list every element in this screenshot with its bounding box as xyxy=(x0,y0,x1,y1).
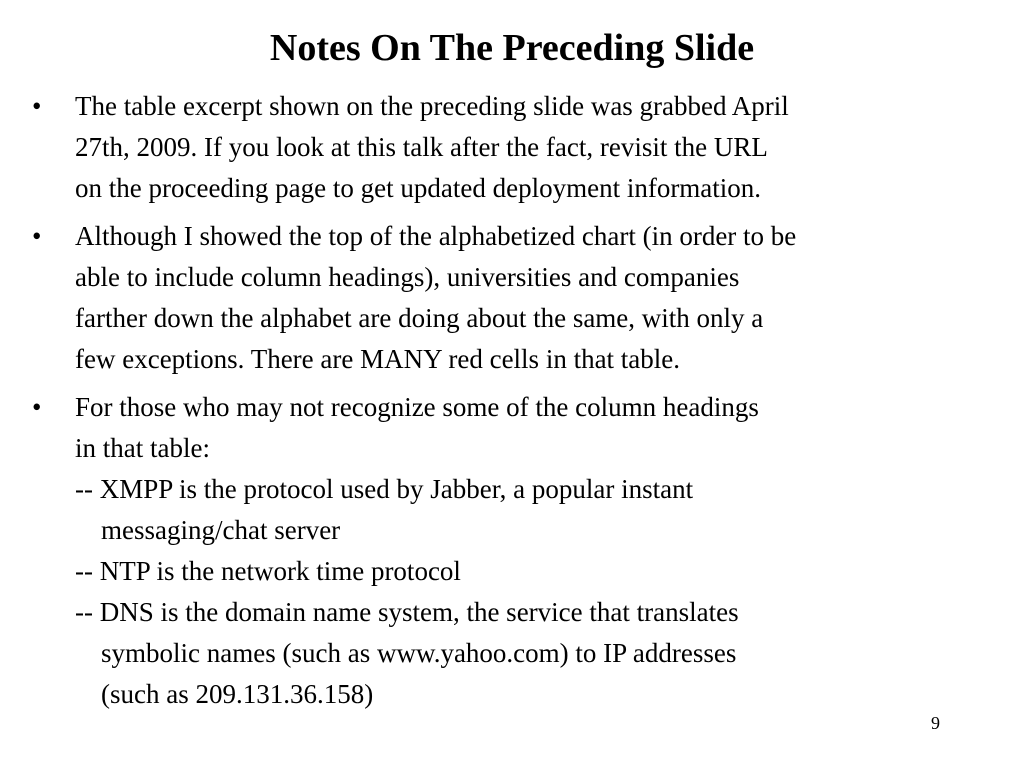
bullet-list xyxy=(30,86,1010,722)
bullet-icon: • xyxy=(32,221,42,251)
bullet-item-alphabetized-chart xyxy=(30,216,1010,380)
definition-dns-continued: symbolic names (such as www.yahoo.com) to IP addresses xyxy=(101,638,737,668)
definition-dns: -- DNS is the domain name system, the service that translates xyxy=(75,597,739,627)
definition-ntp: -- NTP is the network time protocol xyxy=(75,556,461,586)
definition-xmpp-continued: messaging/chat server xyxy=(101,515,341,545)
bullet-item-table-excerpt xyxy=(30,86,1010,209)
bullet-item-column-headings xyxy=(30,387,1010,715)
bullet-text-line: in that table: xyxy=(75,433,210,463)
bullet-icon: • xyxy=(32,91,42,121)
bullet-text-line: Although I showed the top of the alphabetized chart (in order to be xyxy=(75,221,797,251)
definition-dns-ip-example: (such as 209.131.36.158) xyxy=(101,679,374,709)
bullet-text-line: able to include column headings), universities and companies xyxy=(75,262,740,292)
bullet-text-line: For those who may not recognize some of the column headings xyxy=(75,392,759,422)
page-number: 9 xyxy=(931,713,940,733)
slide-title: Notes On The Preceding Slide xyxy=(269,27,755,69)
bullet-icon: • xyxy=(32,392,42,422)
bullet-text-line: farther down the alphabet are doing about the same, with only a xyxy=(75,303,764,333)
bullet-text-line: 27th, 2009. If you look at this talk after the fact, revisit the URL xyxy=(75,132,768,162)
bullet-text-line: The table excerpt shown on the preceding slide was grabbed April xyxy=(75,91,789,121)
bullet-text-line: few exceptions. There are MANY red cells in that table. xyxy=(75,344,681,374)
definition-xmpp: -- XMPP is the protocol used by Jabber, a popular instant xyxy=(75,474,694,504)
bullet-text-line: on the proceeding page to get updated deployment information. xyxy=(75,173,762,203)
